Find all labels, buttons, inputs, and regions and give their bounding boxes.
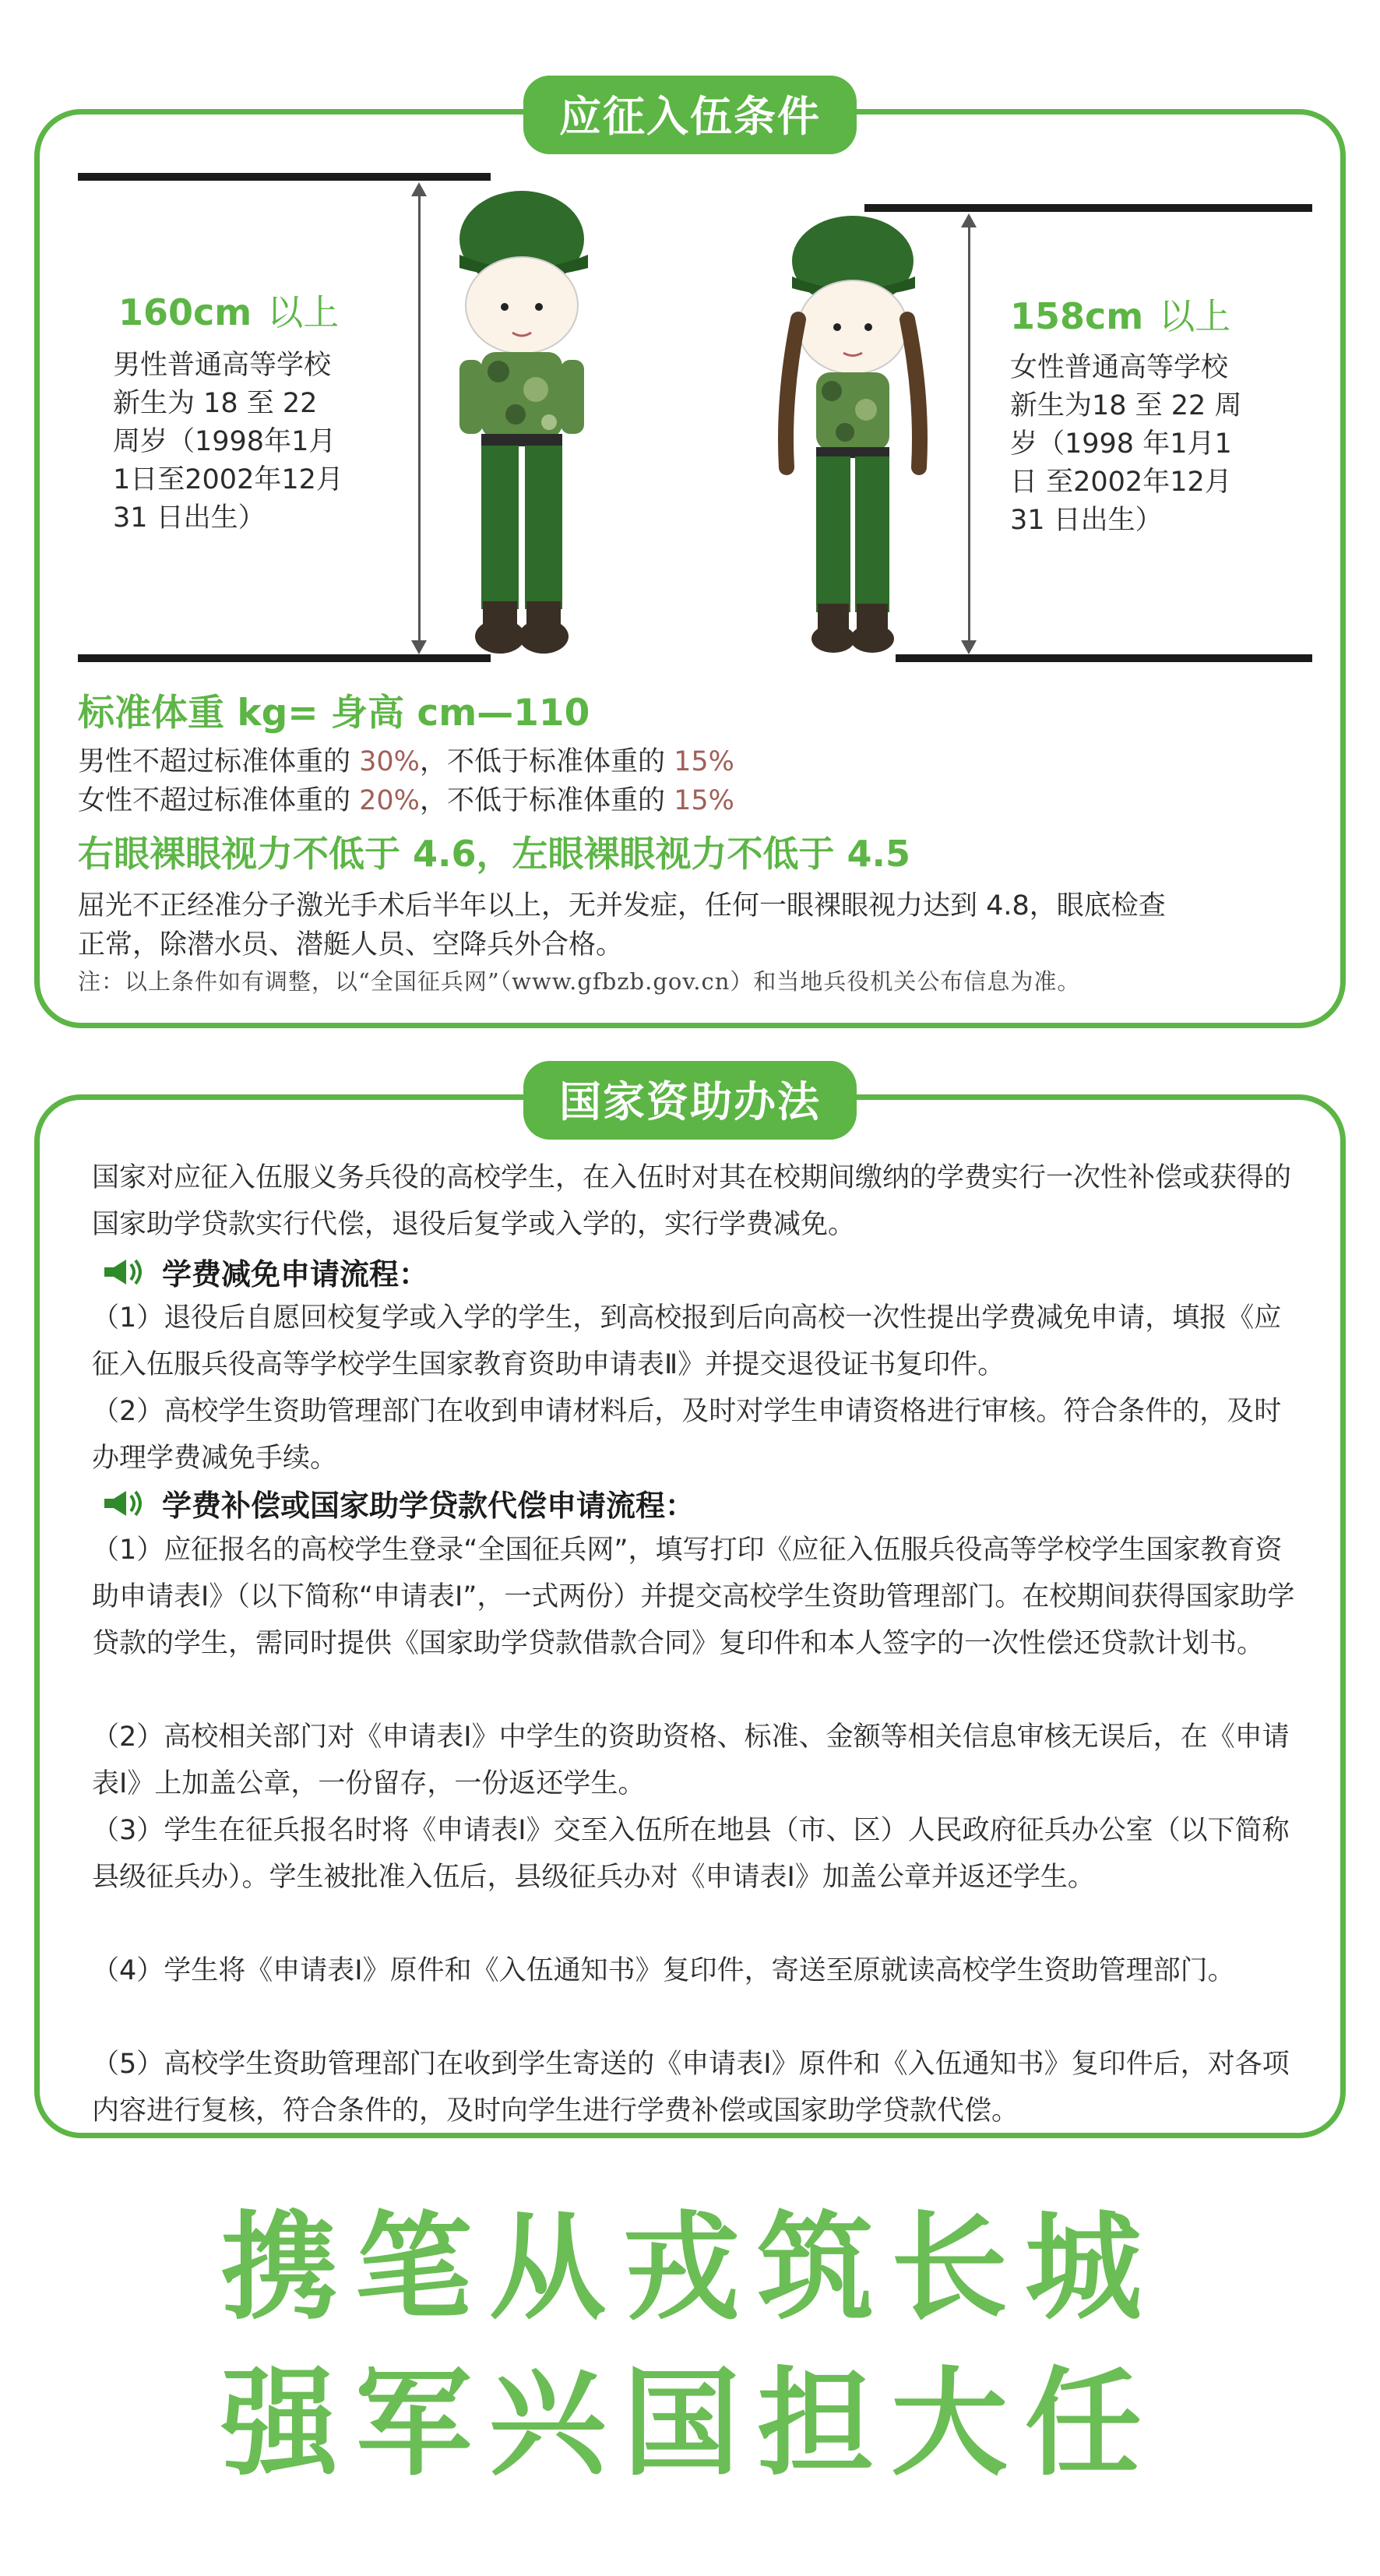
male-description: 男性普通高等学校 新生为 18 至 22 周岁（1998年1月 1日至2002年12月 31 日出生） <box>113 350 343 534</box>
vision-title: 右眼裸眼视力不低于 4.6，左眼裸眼视力不低于 4.5 <box>78 833 911 875</box>
section2-step-1: （1）应征报名的高校学生登录“全国征兵网”，填写打印《应征入伍服兵役高等学校学生国家教育资助申请表Ⅰ》（以下简称“申请表Ⅰ”，一式两份）并提交高校学生资助管理部门。在校期间获得国家助学贷款的学生，需同时提供《国家助学贷款借款合同》复印件和本人签字的一次性偿还贷款计划书。 <box>92 1535 1295 1659</box>
male-height-suffix: 以上 <box>267 291 340 333</box>
conditions-title: 应征入伍条件 <box>523 76 857 154</box>
section2-heading <box>101 1482 695 1524</box>
male-soldier-figure <box>444 181 600 656</box>
section2-step-5: （5）高校学生资助管理部门在收到学生寄送的《申请表Ⅰ》原件和《入伍通知书》复印件后，对各项内容进行复核，符合条件的，及时向学生进行学费补偿或国家助学贷款代偿。 <box>92 2049 1290 2127</box>
section1-step-1: （1）退役后自愿回校复学或入学的学生，到高校报到后向高校一次性提出学费减免申请，填报《应征入伍服兵役高等学校学生国家教育资助申请表Ⅱ》并提交退役证书复印件。 <box>92 1302 1282 1380</box>
weight-male-line <box>78 740 734 779</box>
megaphone-icon <box>101 1256 148 1288</box>
weight-male-mid: ，不低于标准体重的 <box>419 746 674 777</box>
weight-female-min: 15% <box>674 785 734 816</box>
female-height-label <box>1010 288 1230 340</box>
funding-title: 国家资助办法 <box>523 1061 857 1140</box>
weight-male-prefix: 男性不超过标准体重的 <box>78 746 360 777</box>
section1-title: 学费减免申请流程 <box>162 1257 400 1292</box>
male-bottom-line <box>78 654 491 662</box>
weight-male-min: 15% <box>674 746 734 777</box>
section1-step-2: （2）高校学生资助管理部门在收到申请材料后，及时对学生申请资格进行审核。符合条件的，及时办理学费减免手续。 <box>92 1396 1282 1474</box>
male-arrow-down-icon <box>411 640 427 654</box>
weight-formula: 标准体重 kg= 身高 cm—110 <box>78 692 590 735</box>
section1-colon: ： <box>399 1257 429 1292</box>
female-height-arrow <box>968 226 970 647</box>
female-bottom-line <box>896 654 1312 662</box>
section2-colon: ： <box>665 1489 695 1523</box>
slogan-line-1: 携笔从戎筑长城 <box>220 2199 1159 2336</box>
male-top-line <box>78 173 491 181</box>
weight-female-prefix: 女性不超过标准体重的 <box>78 785 360 816</box>
female-description: 女性普通高等学校 新生为18 至 22 周 岁（1998 年1月1 日 至2002年12月 31 日出生） <box>1010 352 1242 536</box>
vision-line-1: 屈光不正经准分子激光手术后半年以上，无并发症，任何一眼裸眼视力达到 4.8，眼底检查 <box>78 890 1166 922</box>
male-height-value: 160cm <box>118 291 252 333</box>
megaphone-icon <box>101 1488 148 1519</box>
female-arrow-up-icon <box>961 213 977 227</box>
section2-step-2: （2）高校相关部门对《申请表Ⅰ》中学生的资助资格、标准、金额等相关信息审核无误后，在《申请表Ⅰ》上加盖公章，一份留存，一份返还学生。 <box>92 1721 1290 1799</box>
conditions-note: 注：以上条件如有调整，以“全国征兵网”（www.gfbzb.gov.cn）和当地兵役机关公布信息为准。 <box>78 968 1081 995</box>
section2-step-4: （4）学生将《申请表Ⅰ》原件和《入伍通知书》复印件，寄送至原就读高校学生资助管理部门。 <box>92 1955 1235 1986</box>
weight-female-max: 20% <box>359 785 420 816</box>
section2-title: 学费补偿或国家助学贷款代偿申请流程 <box>162 1489 666 1523</box>
funding-intro: 国家对应征入伍服义务兵役的高校学生，在入伍时对其在校期间缴纳的学费实行一次性补偿或获得的国家助学贷款实行代偿，退役后复学或入学的，实行学费减免。 <box>92 1162 1292 1240</box>
weight-male-max: 30% <box>359 746 420 777</box>
section1-heading <box>101 1250 428 1293</box>
male-height-arrow <box>418 195 421 647</box>
slogan-line-2: 强军兴国担大任 <box>220 2355 1159 2492</box>
vision-line-2: 正常，除潜水员、潜艇人员、空降兵外合格。 <box>78 929 624 960</box>
weight-female-mid: ，不低于标准体重的 <box>419 785 674 816</box>
male-height-label <box>118 284 339 336</box>
female-height-suffix: 以上 <box>1159 295 1231 337</box>
section2-step-3: （3）学生在征兵报名时将《申请表Ⅰ》交至入伍所在地县（市、区）人民政府征兵办公室（以下简称县级征兵办）。学生被批准入伍后，县级征兵办对《申请表Ⅰ》加盖公章并返还学生。 <box>92 1815 1290 1893</box>
male-arrow-up-icon <box>411 182 427 196</box>
female-height-value: 158cm <box>1010 295 1144 337</box>
female-arrow-down-icon <box>961 640 977 654</box>
female-soldier-figure <box>763 210 942 656</box>
weight-female-line <box>78 779 734 818</box>
